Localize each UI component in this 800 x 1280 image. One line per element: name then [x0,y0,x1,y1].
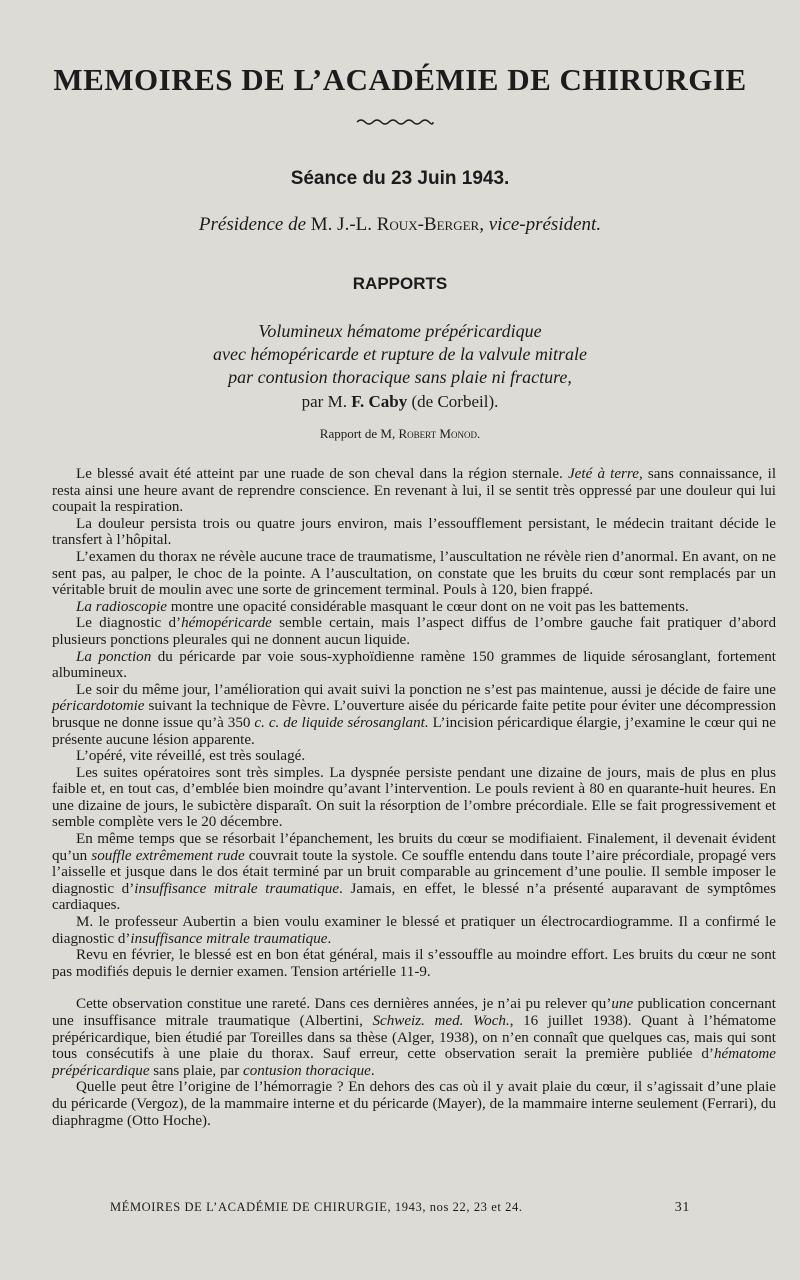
reporter-name: Robert Monod. [398,426,481,441]
article-title [0,320,800,389]
page-footer [110,1200,690,1215]
presidency-prefix: Présidence de [198,214,307,235]
paragraph: M. le professeur Aubertin a bien voulu examiner le blessé et pratiquer un électrocardiogramme. Il a confirmé le diagnostic d’insuffisance mitrale traumatique. [52,914,776,947]
presidency-title: M. [310,214,333,235]
presidency-initials: J.-L. [337,214,372,235]
presidency-line [0,214,800,236]
article-byline [0,392,800,412]
presidency-suffix: , vice-président. [479,214,602,235]
paragraph: Le blessé avait été atteint par une ruade de son cheval dans la région sternale. Jeté à terre, sans connaissance, il resta ainsi une heure avant de reprendre conscience. En revenant à lui, il se sentit très oppressé par une douleur qui lui coupait la respiration. [52,466,777,516]
report-prefix: Rapport de M, [319,426,396,441]
paragraph: Quelle peut être l’origine de l’hémorragie ? En dehors des cas où il y avait plaie du cœur, il s’agissait d’une plaie du péricarde (Vergoz), de la mammaire interne et du péricarde (Mayer), de la mammaire interne seulement (Ferrari), du diaphragme (Otto Hoche). [52,1079,776,1129]
paragraph: Le soir du même jour, l’amélioration qui avait suivi la ponction ne s’est pas maintenue, aussi je décide de faire une péricardotomie suivant la technique de Fèvre. L’ouverture aisée du péricarde faite petite pour éviter une décompression brusque ne donne issue qu’à 350 c. c. de liquide sérosanglant. L’incision péricardique élargie, j’examine le cœur qui ne présente aucune lésion apparente. [52,681,776,748]
paragraph: Cette observation constitue une rareté. Dans ces dernières années, je n’ai pu relever qu’une publication concernant une insuffisance mitrale traumatique (Albertini, Schweiz. med. Woch., 16 juillet 1938). Quant à l’hématome prépéricardique, bien étudié par Toreilles dans sa thèse (Alger, 1938), on n’en connaît que quelques cas, mais qui sont tous consécutifs à une plaie du thorax. Sauf erreur, cette observation serait la première publiée d’hématome prépéricardique sans plaie, par contusion thoracique. [52,996,777,1079]
author-affiliation: (de Corbeil). [411,392,499,411]
article-title-line: Volumineux hématome prépéricardique [258,321,542,341]
author-name: F. Caby [351,392,408,411]
paragraph: Le diagnostic d’hémopéricarde semble certain, mais l’aspect diffus de l’ombre gauche fait pratiquer d’abord plusieurs ponctions pleurales qui ne donnent aucun liquide. [52,615,776,648]
page-number: 31 [674,1200,690,1215]
footer-citation: MÉMOIRES DE L’ACADÉMIE DE CHIRURGIE, 1943, nos 22, 23 et 24. [110,1200,523,1214]
paragraph: La douleur persista trois ou quatre jours environ, mais l’essoufflement persistant, le médecin traitant décide le transfert à l’hôpital. [52,515,776,549]
paragraph: La radioscopie montre une opacité considérable masquant le cœur dont on ne voit pas les battements. [76,598,689,615]
paragraph: Revu en février, le blessé est en bon état général, mais il s’essouffle au moindre effort. Les bruits du cœur ne sont pas modifiés depuis le dernier examen. Tension artérielle 11-9. [52,947,776,980]
article-body [52,466,776,1129]
report-line [0,426,800,442]
president-name: Roux-Berger [376,214,480,235]
article-title-line: avec hémopéricarde et rupture de la valvule mitrale [212,344,588,364]
article-title-line: par contusion thoracique sans plaie ni fracture, [228,367,572,387]
journal-title: MEMOIRES DE L’ACADÉMIE DE CHIRURGIE [53,62,747,97]
section-heading: RAPPORTS [352,274,448,293]
paragraph: La ponction du péricarde par voie sous-xyphoïdienne ramène 150 grammes de liquide sérosanglant, fortement albumineux. [52,648,776,682]
title-ornament [355,118,435,126]
paragraph: En même temps que se résorbait l’épanchement, les bruits du cœur se modifiaient. Finalement, il devenait évident qu’un souffle extrêmement rude couvrait toute la systole. Ce souffle entendu dans toute l’aire précordiale, propagé vers l’aisselle et jusque dans le dos était terminé par un bruit comparable au grincement d’une poulie. Il semble imposer le diagnostic d’insuffisance mitrale traumatique. Jamais, en effet, le blessé n’a présenté auparavant de symptômes cardiaques. [52,831,777,914]
session-date: Séance du 23 Juin 1943. [290,168,510,189]
byline-prefix: par M. [301,392,347,411]
paragraph: L’opéré, vite réveillé, est très soulagé. [76,748,306,765]
paragraph: Les suites opératoires sont très simples. La dyspnée persiste pendant une dizaine de jours, mais de plus en plus faible et, en tout cas, d’emblée bien moindre qu’avant l’intervention. Le pouls revient à 80 en quarante-huit heures. En une dizaine de jours, le subictère disparaît. On suit la résorption de l’ombre précordiale. Elle se fait progressivement et semble complète vers le 20 décembre. [52,764,776,831]
paragraph: L’examen du thorax ne révèle aucune trace de traumatisme, l’auscultation ne révèle rien d’anormal. En avant, on ne sent pas, au palper, le choc de la pointe. A l’auscultation, on constate que les bruits du cœur sont remplacés par un véritable bruit de moulin avec une sorte de grincement terminal. Pouls à 120, bien frappé. [52,548,776,599]
